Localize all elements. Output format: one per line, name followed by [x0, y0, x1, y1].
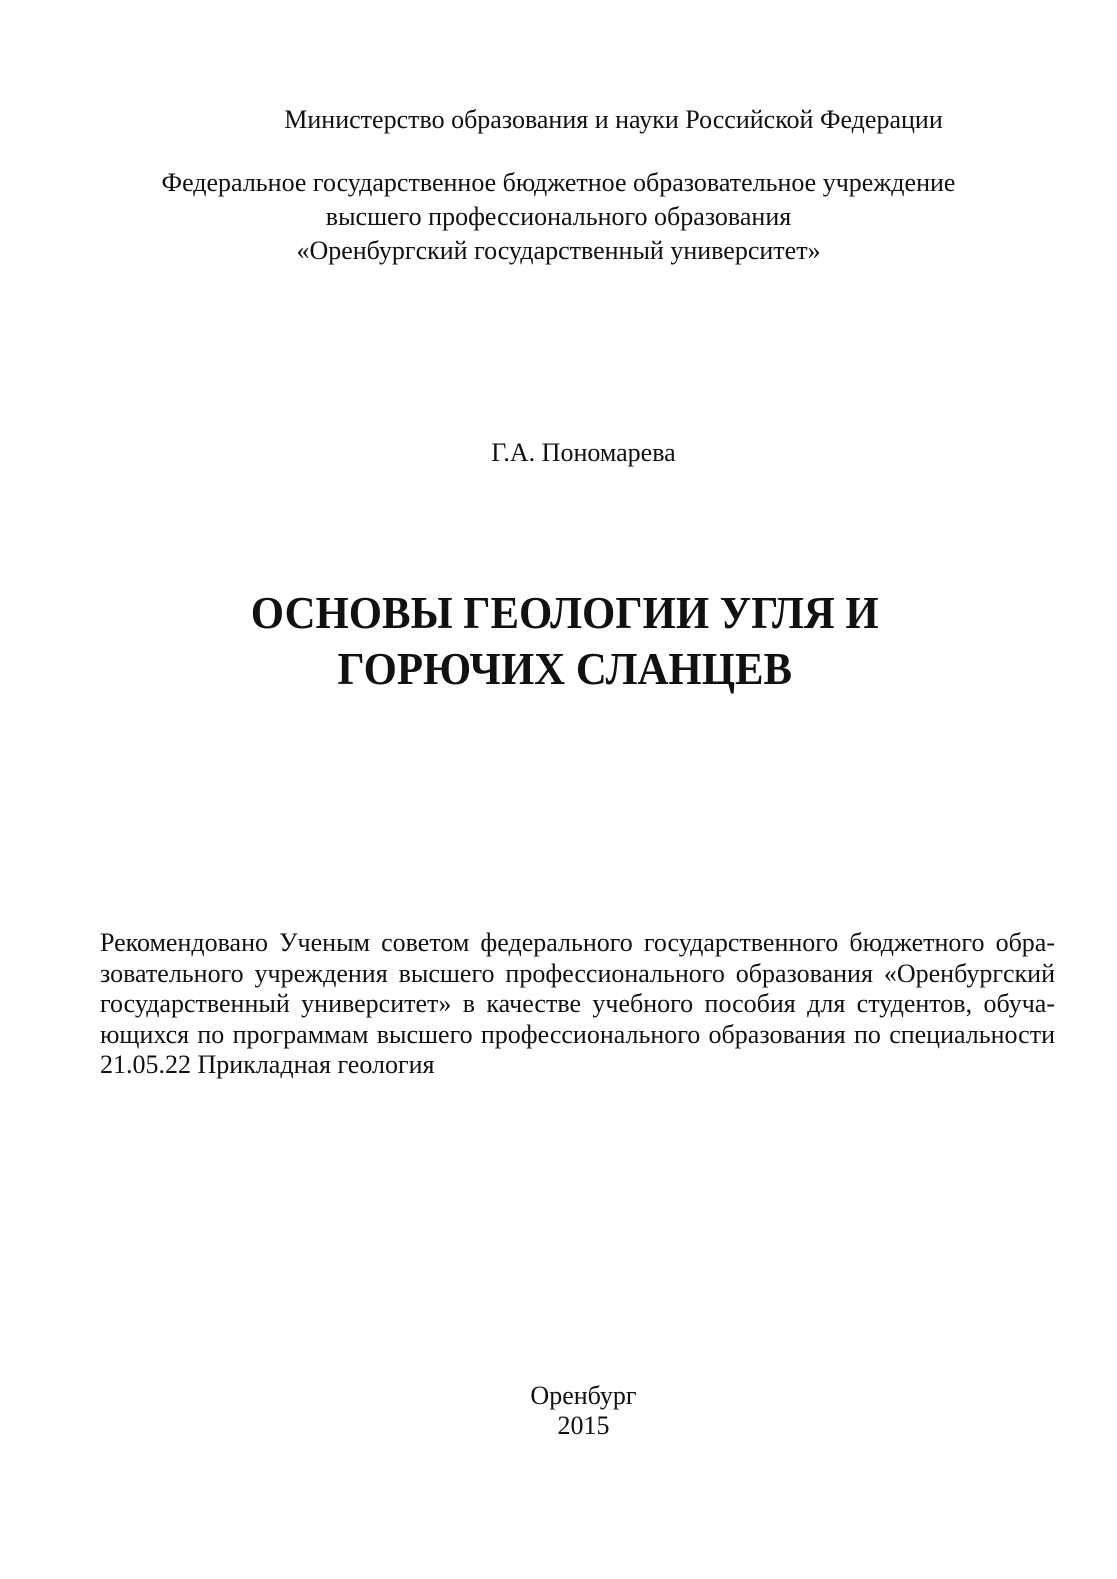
institution-line-3: «Оренбургский государственный университет»	[296, 236, 821, 265]
recommendation-line-3: государственный университет» в качестве учебного пособия для студентов, обуча-	[100, 989, 1055, 1018]
title-line-1: ОСНОВЫ ГЕОЛОГИИ УГЛЯ И	[250, 587, 879, 638]
publication-city: Оренбург	[530, 1381, 637, 1410]
recommendation-line-1: Рекомендовано Ученым советом федерального государственного бюджетного обра-	[100, 928, 1055, 957]
recommendation-line-2: зовательного учреждения высшего профессионального образования «Оренбургский	[100, 958, 1055, 988]
document-title	[45, 585, 1084, 697]
publication-year: 2015	[557, 1411, 610, 1440]
institution-line-2: высшего профессионального образования	[325, 202, 792, 231]
institution-block	[0, 166, 1117, 268]
recommendation-line-5: 21.05.22 Прикладная геология	[100, 1050, 435, 1079]
recommendation-line-4: ющихся по программам высшего профессионального образования по специальности	[100, 1019, 1055, 1049]
institution-line-1: Федеральное государственное бюджетное образовательное учреждение	[161, 168, 956, 197]
ministry-heading: Министерство образования и науки Российской Федерации	[284, 105, 943, 134]
recommendation-paragraph	[100, 928, 1055, 1081]
author-name: Г.А. Пономарева	[491, 438, 676, 467]
title-line-2: ГОРЮЧИХ СЛАНЦЕВ	[337, 643, 793, 694]
